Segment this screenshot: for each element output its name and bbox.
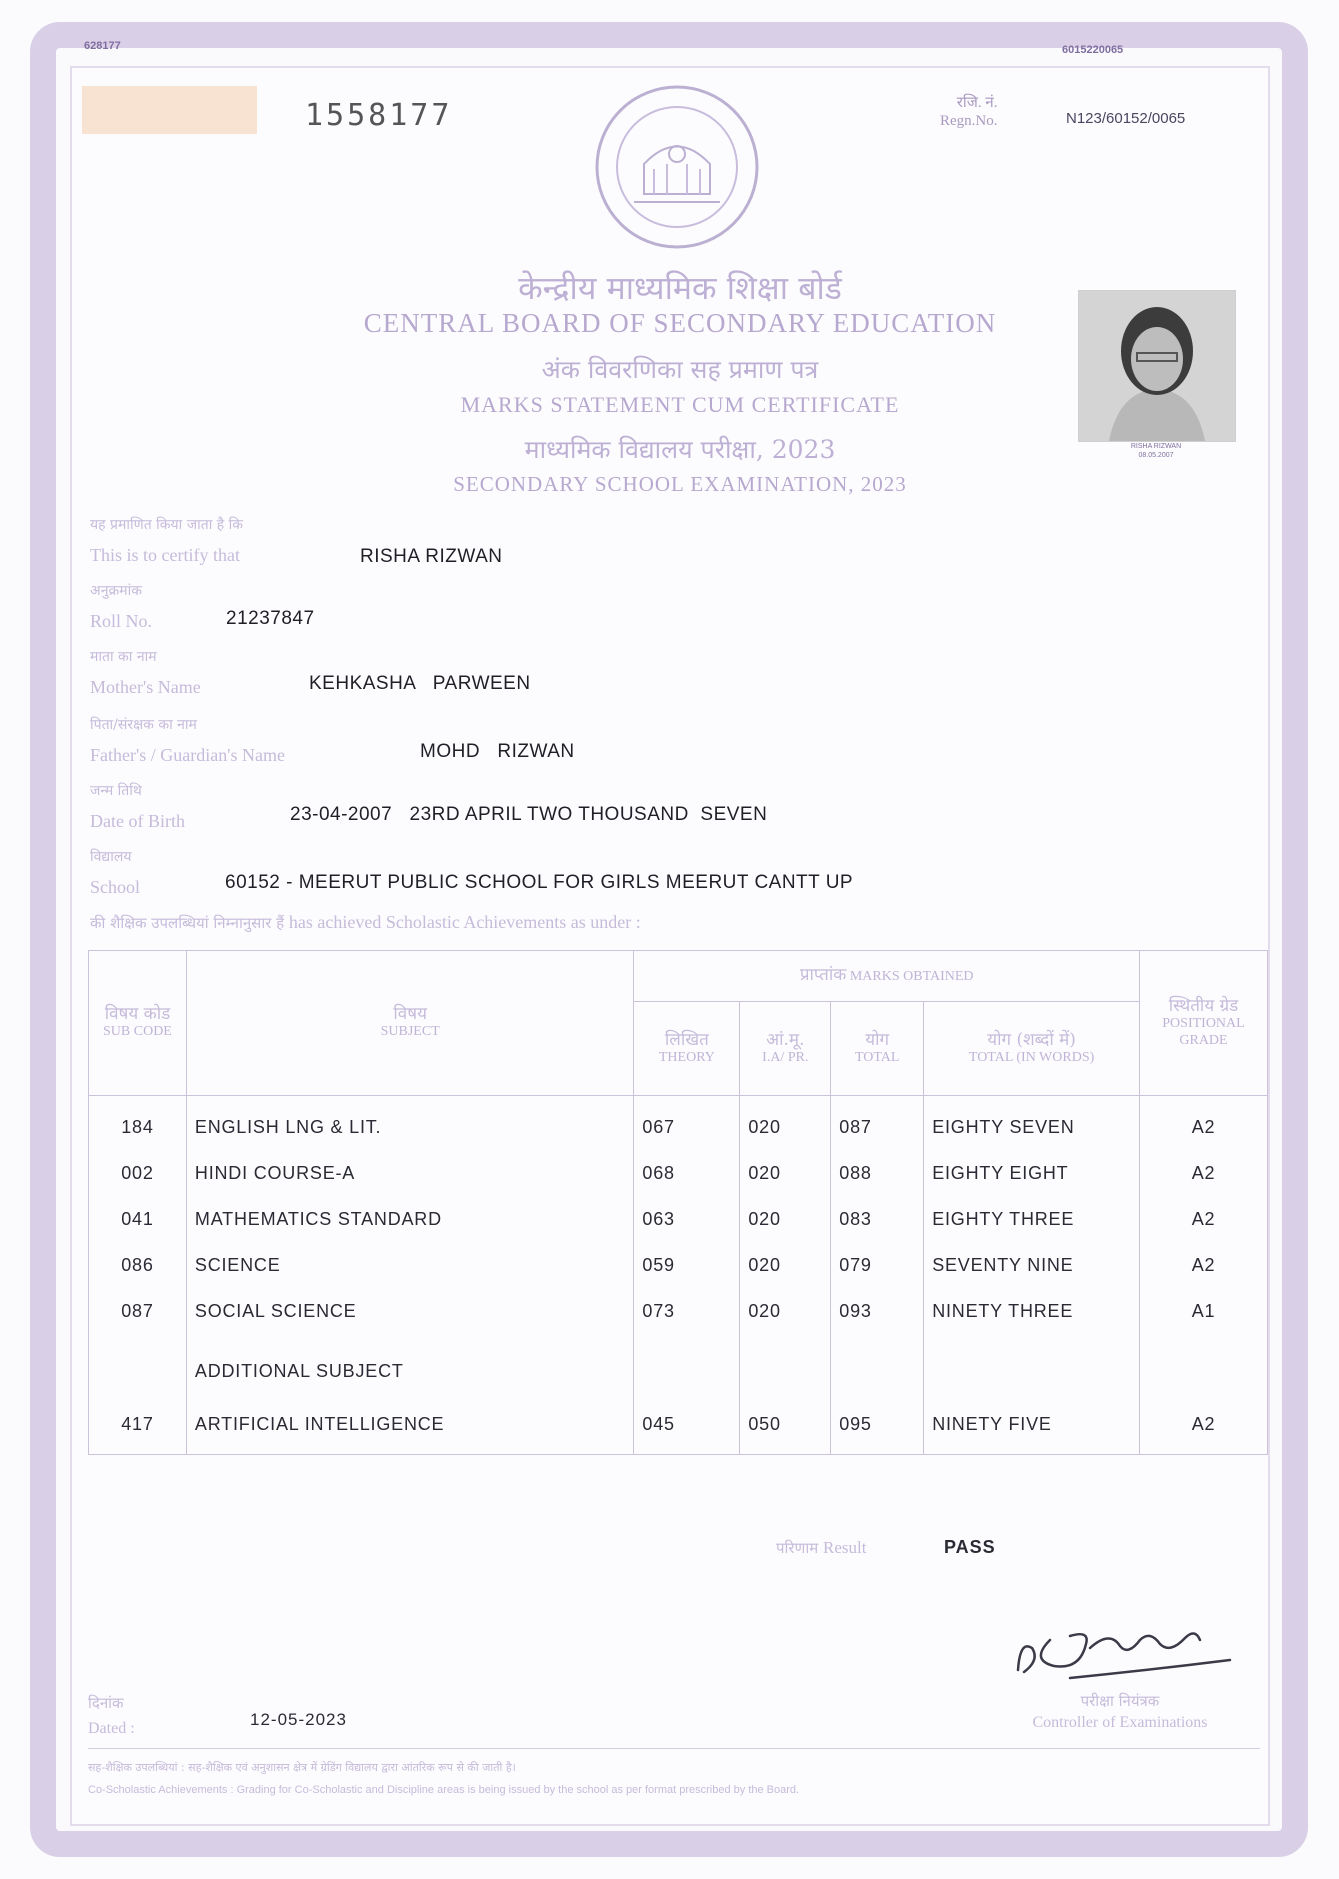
roll-number: 21237847 xyxy=(226,608,315,629)
dob-label xyxy=(90,776,185,836)
table-row: 417 ARTIFICIAL INTELLIGENCE 045 050 095 NINETY FIVE A2 xyxy=(89,1394,1268,1455)
mother-name: KEHKASHA PARWEEN xyxy=(309,673,531,694)
school-label xyxy=(90,842,140,902)
corner-code-left: 628177 xyxy=(84,40,121,52)
result-label: परिणाम Result xyxy=(776,1538,867,1557)
marks-table xyxy=(88,950,1268,1455)
board-name-hindi: केन्द्रीय माध्यमिक शिक्षा बोर्ड xyxy=(518,269,842,307)
issue-date: 12-05-2023 xyxy=(250,1710,347,1729)
father-name-label xyxy=(90,710,285,770)
controller-title-hi: परीक्षा नियंत्रक xyxy=(1080,1692,1160,1710)
header-subject: विषय SUBJECT xyxy=(186,951,634,1096)
roll-label xyxy=(90,576,152,636)
footer-note-hindi: सह-शैक्षिक उपलब्धियां : सह-शैक्षिक एवं अनुशासन क्षेत्र में ग्रेडिंग विद्यालय द्वारा आंतरिक रूप से की जाती है। xyxy=(88,1761,516,1774)
father-name-label-en: Father's / Guardian's Name xyxy=(90,745,285,765)
header-theory: लिखित THEORY xyxy=(634,1002,740,1096)
result-value: PASS xyxy=(944,1537,996,1557)
dob-label-hi: जन्म तिथि xyxy=(90,783,142,799)
header-ia: आं.मू. I.A/ PR. xyxy=(740,1002,831,1096)
header-sub-code: विषय कोड SUB CODE xyxy=(89,951,187,1096)
exam-title-hindi: माध्यमिक विद्यालय परीक्षा, 2023 xyxy=(524,435,836,464)
exam-title-english: SECONDARY SCHOOL EXAMINATION, 2023 xyxy=(453,472,907,496)
student-name: RISHA RIZWAN xyxy=(360,546,503,567)
table-row: 002 HINDI COURSE-A 068 020 088 EIGHTY EIGHT A2 xyxy=(89,1150,1268,1196)
table-row: 184 ENGLISH LNG & LIT. 067 020 087 EIGHTY SEVEN A2 xyxy=(89,1096,1268,1151)
date-of-birth: 23-04-2007 23RD APRIL TWO THOUSAND SEVEN xyxy=(290,804,768,825)
photo-caption-date: 08.05.2007 xyxy=(1138,452,1174,459)
name-label-hi: यह प्रमाणित किया जाता है कि xyxy=(90,517,244,533)
serial-number: 1558177 xyxy=(305,98,453,133)
table-row: 041 MATHEMATICS STANDARD 063 020 083 EIGHTY THREE A2 xyxy=(89,1196,1268,1242)
cbse-seal-icon xyxy=(594,84,760,250)
date-label: दिनांक Dated : xyxy=(88,1694,135,1737)
father-name: MOHD RIZWAN xyxy=(420,741,575,762)
board-name-english: CENTRAL BOARD OF SECONDARY EDUCATION xyxy=(363,308,997,338)
name-label-en: This is to certify that xyxy=(90,545,240,565)
school-label-en: School xyxy=(90,877,141,897)
registration-label xyxy=(940,94,998,130)
mother-name-label-en: Mother's Name xyxy=(90,677,201,697)
certificate-title-hindi: अंक विवरणिका सह प्रमाण पत्र xyxy=(541,355,819,384)
controller-signature-icon xyxy=(1010,1600,1240,1690)
header-total-words: योग (शब्दों में) TOTAL (IN WORDS) xyxy=(924,1002,1140,1096)
photo-caption xyxy=(1078,442,1234,460)
photo-caption-name: RISHA RIZWAN xyxy=(1130,443,1182,450)
redacted-area xyxy=(82,86,257,134)
mother-name-label-hi: माता का नाम xyxy=(90,649,157,665)
additional-subject-row xyxy=(89,1334,1268,1394)
student-photo xyxy=(1078,290,1236,442)
achievement-line xyxy=(90,912,641,933)
achievement-en: has achieved Scholastic Achievements as under : xyxy=(288,912,641,932)
footer-divider xyxy=(88,1748,1260,1749)
certificate-title-english: MARKS STATEMENT CUM CERTIFICATE xyxy=(460,392,900,417)
father-name-label-hi: पिता/संरक्षक का नाम xyxy=(90,717,197,733)
header-marks-obtained: प्राप्तांक MARKS OBTAINED xyxy=(634,951,1140,1002)
header-grade: स्थितीय ग्रेड POSITIONAL GRADE xyxy=(1140,951,1268,1096)
dob-label-en: Date of Birth xyxy=(90,811,185,831)
footer-note-english: Co-Scholastic Achievements : Grading for Co-Scholastic and Discipline areas is being issued by the school as per format prescribed by the Board. xyxy=(88,1784,800,1796)
roll-label-en: Roll No. xyxy=(90,611,153,631)
mother-name-label xyxy=(90,642,201,702)
roll-label-hi: अनुक्रमांक xyxy=(90,583,142,599)
registration-label-en: Regn.No. xyxy=(940,113,998,129)
header-total: योग TOTAL xyxy=(831,1002,924,1096)
additional-subject-label: ADDITIONAL SUBJECT xyxy=(186,1334,634,1394)
table-row: 086 SCIENCE 059 020 079 SEVENTY NINE A2 xyxy=(89,1242,1268,1288)
corner-code-right: 6015220065 xyxy=(1062,44,1124,56)
controller-title xyxy=(980,1690,1260,1734)
registration-number: N123/60152/0065 xyxy=(1066,110,1186,127)
school-label-hi: विद्यालय xyxy=(90,849,132,865)
achievement-hi: की शैक्षिक उपलब्धियां निम्नानुसार हैं xyxy=(90,914,285,932)
name-label xyxy=(90,510,243,570)
registration-label-hi: रजि. नं. xyxy=(956,95,998,111)
controller-title-en: Controller of Examinations xyxy=(1032,1714,1208,1731)
table-row: 087 SOCIAL SCIENCE 073 020 093 NINETY THREE A1 xyxy=(89,1288,1268,1334)
student-portrait-icon xyxy=(1079,291,1235,441)
school-name: 60152 - MEERUT PUBLIC SCHOOL FOR GIRLS MEERUT CANTT UP xyxy=(225,872,854,893)
